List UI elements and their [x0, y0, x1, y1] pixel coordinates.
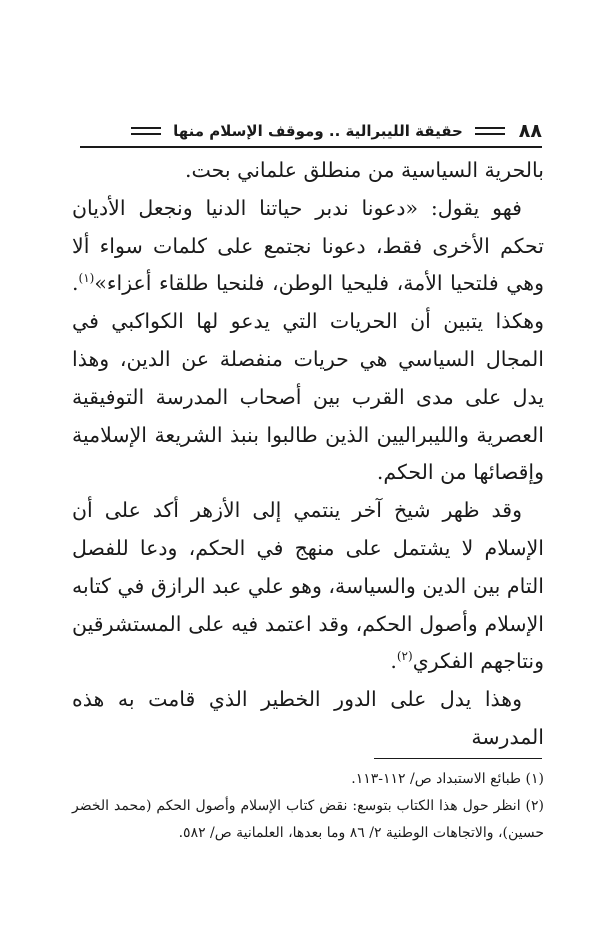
paragraph-2-text: فهو يقول: «دعونا ندبر حياتنا الدنيا ونجعل الأديان تحكم الأخرى فقط، دعونا نجتمع على كلمات سواء ألا وهي فلتحيا الأمة، فليحيا الوطن، فلنحيا طلقاء أعزاء» [72, 195, 544, 296]
paragraph-3 [72, 492, 544, 681]
footnotes [72, 766, 544, 847]
paragraph-1: بالحرية السياسية من منطلق علماني بحت. [185, 158, 544, 182]
paragraph-4: وهذا يدل على الدور الخطير الذي قامت به هذه المدرسة [72, 687, 544, 749]
footnote-ref-1: (١) [78, 271, 95, 286]
footnote-1: (١) طبائع الاستبداد ص/ ١١٢-١١٣. [351, 771, 544, 787]
main-text [72, 152, 544, 757]
running-title: حقيقة الليبرالية .. وموقف الإسلام منها [173, 122, 463, 140]
paragraph-2 [72, 190, 544, 492]
paragraph-3-tail: . [390, 649, 397, 674]
header-divider [80, 146, 542, 148]
header-ornament-left [131, 124, 161, 138]
header-ornament-right [475, 124, 505, 138]
footnote-2: (٢) انظر حول هذا الكتاب بتوسع: نقض كتاب الإسلام وأصول الحكم (محمد الخضر حسين)، والاتجاهات الوطنية ٢/ ٨٦ وما بعدها، العلمانية ص/ ٥٨٢. [72, 798, 544, 841]
paragraph-3-text: وقد ظهر شيخ آخر ينتمي إلى الأزهر أكد على أن الإسلام لا يشتمل على منهج في الحكم، ودعا للفصل التام بين الدين والسياسة، وهو علي عبد الرازق في كتابه الإسلام وأصول الحكم، وقد اعتمد فيه على المستشرقين ونتاجهم الفكري [72, 498, 544, 674]
running-header [80, 118, 542, 144]
footnote-ref-2: (٢) [396, 649, 413, 664]
paragraph-2-tail: . وهكذا يتبين أن الحريات التي يدعو لها الكواكبي في المجال السياسي هي حريات منفصلة عن الدين، وهذا يدل على مدى القرب بين أصحاب المدرسة التوفيقية العصرية والليبراليين الذين طالبوا بنبذ الشريعة الإسلامية وإقصائها من الحكم. [72, 271, 544, 485]
footnote-divider [374, 758, 542, 759]
page-number: ٨٨ [518, 120, 542, 142]
